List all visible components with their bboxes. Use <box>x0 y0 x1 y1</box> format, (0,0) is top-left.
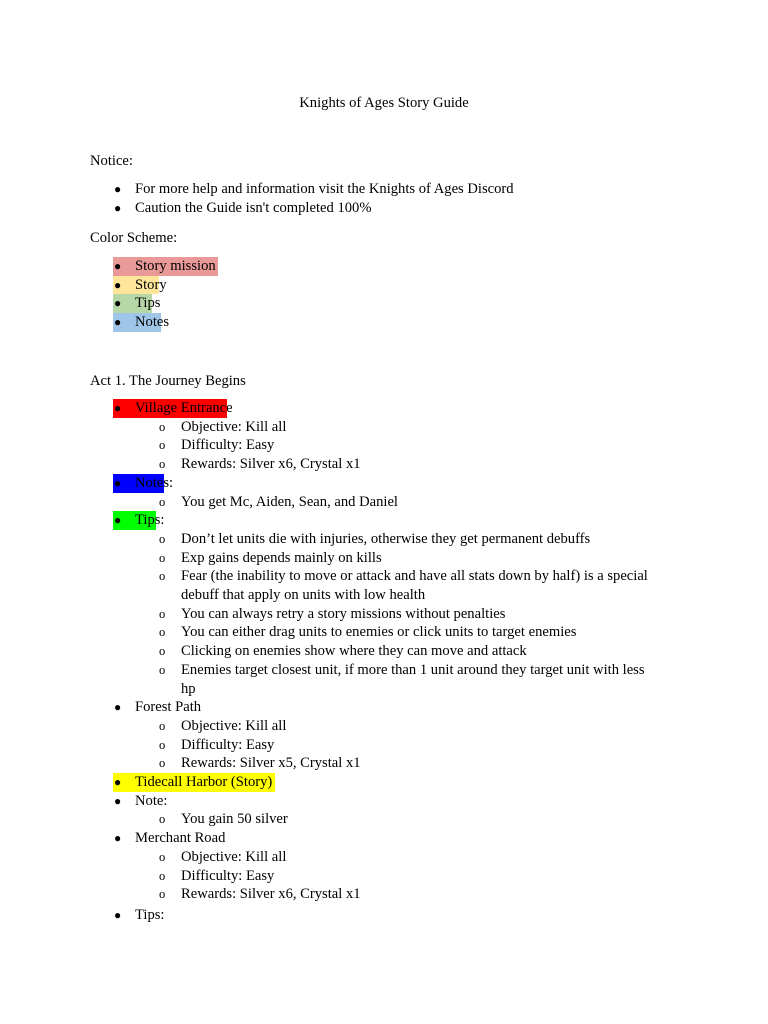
list-item: o Objective: Kill all <box>159 848 287 865</box>
bullet-icon: ● <box>114 475 122 490</box>
document-title: Knights of Ages Story Guide <box>299 95 469 111</box>
sub-bullet-icon: o <box>159 849 166 864</box>
mission-village-entrance: ● Village Entrance <box>114 400 233 416</box>
sub-bullet-icon: o <box>159 569 166 584</box>
act1-list <box>90 399 690 925</box>
mission-forest-path: ● Forest Path <box>114 699 202 716</box>
sub-bullet-icon: o <box>159 494 166 509</box>
sub-bullet-icon: o <box>159 756 166 771</box>
list-item: o Clicking on enemies show where they can move and attack <box>159 643 527 660</box>
sub-bullet-icon: o <box>159 718 166 733</box>
sub-bullet-icon: o <box>159 457 166 472</box>
color-scheme-item: ● Story mission <box>90 257 690 276</box>
bullet-icon: ● <box>114 775 122 790</box>
notice-heading: Notice: <box>90 153 133 169</box>
list-item: o You get Mc, Aiden, Sean, and Daniel <box>159 493 398 510</box>
list-item: o Difficulty: Easy <box>159 867 275 884</box>
color-scheme-heading: Color Scheme: <box>90 230 178 246</box>
list-item: o Objective: Kill all <box>159 418 287 435</box>
act-heading: Act 1. The Journey Begins <box>90 373 246 389</box>
story-tidecall-harbor: ● Tidecall Harbor (Story) <box>90 773 690 792</box>
list-item: o Fear (the inability to move or attack and have all stats down by half) is a special debuff that apply on units with low health <box>159 568 648 604</box>
bullet-icon: ● <box>114 277 122 292</box>
sub-bullet-icon: o <box>159 550 166 565</box>
sub-bullet-icon: o <box>159 531 166 546</box>
color-scheme-item: ● Notes <box>114 314 170 331</box>
list-item: o Exp gains depends mainly on kills <box>159 549 382 566</box>
sub-bullet-icon: o <box>159 887 166 902</box>
notes-item: ● Notes: <box>114 474 174 491</box>
list-item: o Objective: Kill all <box>159 717 287 734</box>
sub-bullet-icon: o <box>159 606 166 621</box>
bullet-icon: ● <box>114 907 122 922</box>
bullet-icon: ● <box>114 200 122 215</box>
tips-item: ● Tips: <box>114 512 165 529</box>
list-item: o Don’t let units die with injuries, otherwise they get permanent debuffs <box>159 530 591 547</box>
color-scheme-item: ● Story <box>114 276 167 293</box>
sub-bullet-icon: o <box>159 662 166 677</box>
sub-bullet-icon: o <box>159 625 166 640</box>
bullet-icon: ● <box>114 296 122 311</box>
bullet-icon: ● <box>114 513 122 528</box>
notice-list <box>90 180 690 217</box>
list-item: o Rewards: Silver x5, Crystal x1 <box>159 755 361 772</box>
sub-bullet-icon: o <box>159 438 166 453</box>
list-item: o You can always retry a story missions without penalties <box>159 605 506 622</box>
note-item: ● Note: <box>114 792 168 809</box>
color-scheme-item: ● Tips <box>114 295 161 312</box>
sub-bullet-icon: o <box>159 737 166 752</box>
list-item: o Rewards: Silver x6, Crystal x1 <box>159 886 361 903</box>
bullet-icon: ● <box>114 700 122 715</box>
color-scheme-list <box>90 257 690 332</box>
mission-merchant-road: ● Merchant Road <box>114 830 226 847</box>
list-item: o Difficulty: Easy <box>159 736 275 753</box>
tips-item: ● Tips: <box>114 906 165 923</box>
sub-bullet-icon: o <box>159 644 166 659</box>
bullet-icon: ● <box>114 793 122 808</box>
sub-bullet-icon: o <box>159 812 166 827</box>
sub-bullet-icon: o <box>159 868 166 883</box>
bullet-icon: ● <box>114 401 122 415</box>
list-item: o You can either drag units to enemies or click units to target enemies <box>159 624 577 641</box>
list-item: ● Caution the Guide isn't completed 100% <box>114 199 372 216</box>
list-item: o Rewards: Silver x6, Crystal x1 <box>159 456 361 473</box>
bullet-icon: ● <box>114 259 122 273</box>
sub-bullet-icon: o <box>159 419 166 434</box>
list-item: o Difficulty: Easy <box>159 437 275 454</box>
bullet-icon: ● <box>114 315 122 330</box>
list-item: o You gain 50 silver <box>159 811 288 828</box>
bullet-icon: ● <box>114 831 122 846</box>
bullet-icon: ● <box>114 182 122 196</box>
list-item: o Enemies target closest unit, if more than 1 unit around they target unit with less hp <box>159 661 645 697</box>
list-item: ● For more help and information visit the Knights of Ages Discord <box>114 181 514 197</box>
